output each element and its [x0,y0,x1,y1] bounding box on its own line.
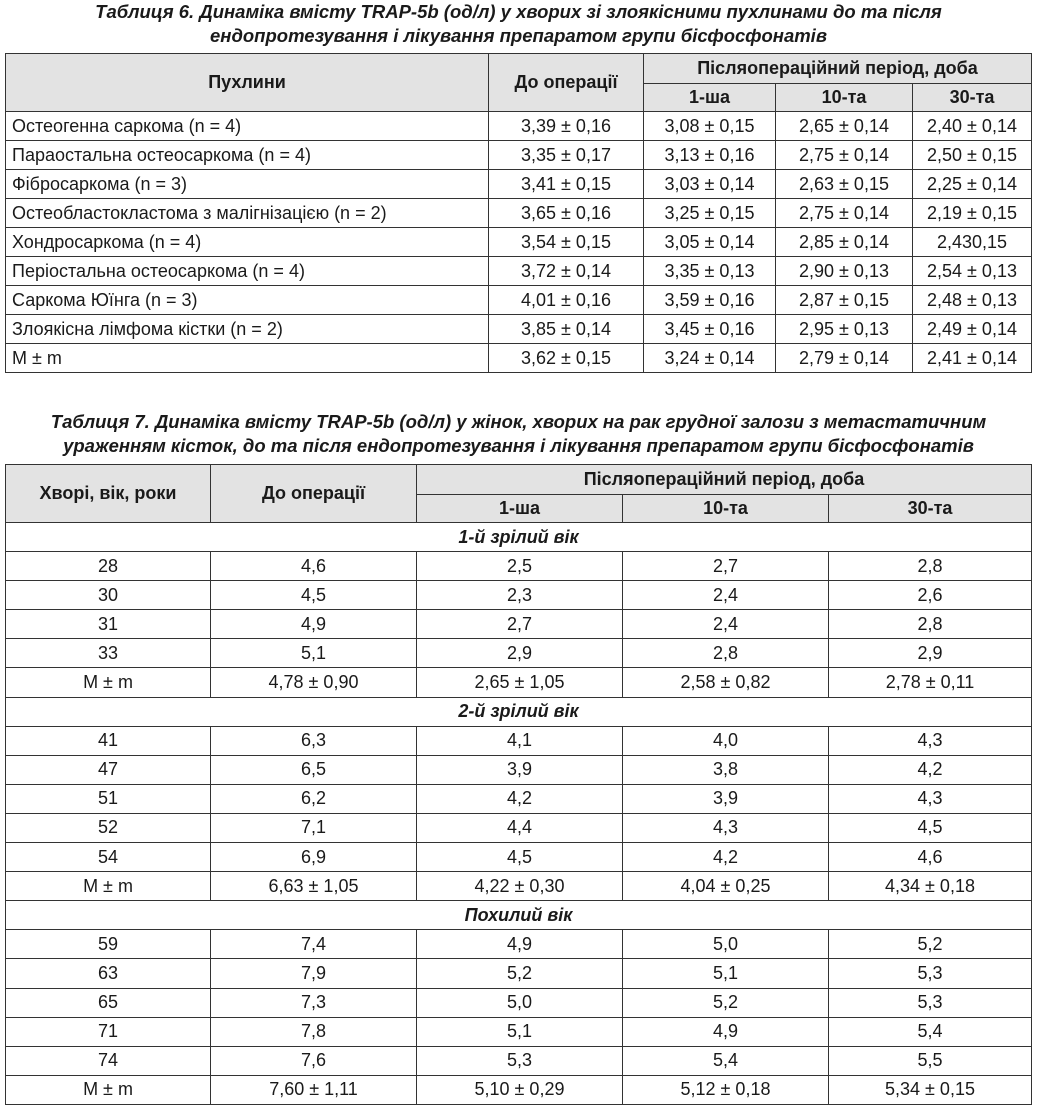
day-10-cell: 2,85 ± 0,14 [776,228,913,257]
tumor-name-cell: Параостальна остеосаркома (n = 4) [6,141,489,170]
day-10-cell: 5,12 ± 0,18 [623,1075,829,1104]
patient-age-cell: 52 [6,813,211,842]
header-before-surgery: До операції [489,54,644,112]
before-surgery-cell: 3,72 ± 0,14 [489,257,644,286]
day-1-cell: 3,08 ± 0,15 [644,112,776,141]
day-30-cell: 2,8 [829,610,1032,639]
header-postop-period: Післяопераційний період, доба [417,465,1032,495]
day-1-cell: 2,5 [417,552,623,581]
day-10-cell: 2,65 ± 0,14 [776,112,913,141]
day-1-cell: 3,25 ± 0,15 [644,199,776,228]
patient-age-cell: M ± m [6,668,211,697]
day-30-cell: 2,25 ± 0,14 [913,170,1032,199]
before-surgery-cell: 7,3 [211,988,417,1017]
header-tumors: Пухлини [6,54,489,112]
before-surgery-cell: 7,9 [211,959,417,988]
table6-caption-line2: ендопротезування і лікування препаратом групи бісфосфонатів [209,25,827,46]
table-row [6,988,1032,1017]
before-surgery-cell: 4,01 ± 0,16 [489,286,644,315]
day-1-cell: 5,10 ± 0,29 [417,1075,623,1104]
table7-caption-line1: Таблиця 7. Динаміка вмісту TRAP-5b (од/л) у жінок, хворих на рак грудної залози з метастатичним [50,411,987,432]
day-30-cell: 2,54 ± 0,13 [913,257,1032,286]
day-10-cell: 2,7 [623,552,829,581]
table-row [6,552,1032,581]
day-1-cell: 5,0 [417,988,623,1017]
day-30-cell: 2,48 ± 0,13 [913,286,1032,315]
table-row [6,581,1032,610]
day-30-cell: 2,40 ± 0,14 [913,112,1032,141]
day-10-cell: 4,2 [623,843,829,872]
table6-caption-line1: Таблиця 6. Динаміка вмісту TRAP-5b (од/л) у хворих зі злоякісними пухлинами до та після [95,1,942,22]
patient-age-cell: 28 [6,552,211,581]
table-row [6,930,1032,959]
day-1-cell: 3,45 ± 0,16 [644,315,776,344]
before-surgery-cell: 5,1 [211,639,417,668]
before-surgery-cell: 6,63 ± 1,05 [211,872,417,901]
before-surgery-cell: 7,4 [211,930,417,959]
before-surgery-cell: 4,9 [211,610,417,639]
day-10-cell: 3,9 [623,784,829,813]
patient-age-cell: 31 [6,610,211,639]
tumor-name-cell: M ± m [6,344,489,373]
day-10-cell: 2,8 [623,639,829,668]
day-1-cell: 3,9 [417,755,623,784]
before-surgery-cell: 7,1 [211,813,417,842]
day-30-cell: 4,2 [829,755,1032,784]
day-10-cell: 4,9 [623,1017,829,1046]
tumor-name-cell: Остеобластокластома з малігнізацією (n = 2) [6,199,489,228]
day-30-cell: 2,8 [829,552,1032,581]
before-surgery-cell: 6,3 [211,726,417,755]
day-10-cell: 4,0 [623,726,829,755]
table-row [6,1075,1032,1104]
before-surgery-cell: 3,39 ± 0,16 [489,112,644,141]
before-surgery-cell: 3,41 ± 0,15 [489,170,644,199]
group-title-cell: 2-й зрілий вік [6,697,1032,726]
table-row [6,1046,1032,1075]
table-row [6,170,1032,199]
header-day-1: 1-ша [644,84,776,112]
day-1-cell: 2,9 [417,639,623,668]
day-1-cell: 5,3 [417,1046,623,1075]
header-before-surgery: До операції [211,465,417,523]
before-surgery-cell: 7,8 [211,1017,417,1046]
group-row [6,901,1032,930]
header-day-10: 10-та [776,84,913,112]
before-surgery-cell: 4,5 [211,581,417,610]
table7 [5,464,1032,1105]
day-10-cell: 4,3 [623,813,829,842]
before-surgery-cell: 7,6 [211,1046,417,1075]
day-30-cell: 4,3 [829,726,1032,755]
patient-age-cell: 59 [6,930,211,959]
tumor-name-cell: Фібросаркома (n = 3) [6,170,489,199]
day-1-cell: 3,03 ± 0,14 [644,170,776,199]
patient-age-cell: 63 [6,959,211,988]
day-30-cell: 2,19 ± 0,15 [913,199,1032,228]
tumor-name-cell: Періостальна остеосаркома (n = 4) [6,257,489,286]
table6-body [6,112,1032,373]
day-10-cell: 2,95 ± 0,13 [776,315,913,344]
day-1-cell: 3,05 ± 0,14 [644,228,776,257]
day-30-cell: 4,34 ± 0,18 [829,872,1032,901]
table6 [5,53,1032,373]
day-1-cell: 4,1 [417,726,623,755]
table-row [6,610,1032,639]
before-surgery-cell: 3,65 ± 0,16 [489,199,644,228]
patient-age-cell: 47 [6,755,211,784]
header-patients-age: Хворі, вік, роки [6,465,211,523]
day-30-cell: 2,6 [829,581,1032,610]
table-row [6,112,1032,141]
day-30-cell: 2,49 ± 0,14 [913,315,1032,344]
day-1-cell: 2,7 [417,610,623,639]
header-postop-period: Післяопераційний період, доба [644,54,1032,84]
before-surgery-cell: 3,54 ± 0,15 [489,228,644,257]
before-surgery-cell: 6,5 [211,755,417,784]
day-10-cell: 2,75 ± 0,14 [776,141,913,170]
table-row [6,784,1032,813]
day-1-cell: 5,2 [417,959,623,988]
tumor-name-cell: Хондросаркома (n = 4) [6,228,489,257]
before-surgery-cell: 7,60 ± 1,11 [211,1075,417,1104]
day-1-cell: 5,1 [417,1017,623,1046]
table-row [6,843,1032,872]
group-row [6,697,1032,726]
header-day-30: 30-та [913,84,1032,112]
before-surgery-cell: 4,6 [211,552,417,581]
group-title-cell: 1-й зрілий вік [6,523,1032,552]
day-1-cell: 4,5 [417,843,623,872]
tumor-name-cell: Злоякісна лімфома кістки (n = 2) [6,315,489,344]
before-surgery-cell: 4,78 ± 0,90 [211,668,417,697]
patient-age-cell: 33 [6,639,211,668]
day-30-cell: 2,9 [829,639,1032,668]
table-row [6,315,1032,344]
day-1-cell: 3,59 ± 0,16 [644,286,776,315]
group-row [6,523,1032,552]
day-10-cell: 2,79 ± 0,14 [776,344,913,373]
before-surgery-cell: 3,35 ± 0,17 [489,141,644,170]
patient-age-cell: 54 [6,843,211,872]
day-30-cell: 2,41 ± 0,14 [913,344,1032,373]
day-1-cell: 4,2 [417,784,623,813]
day-10-cell: 2,58 ± 0,82 [623,668,829,697]
day-30-cell: 5,5 [829,1046,1032,1075]
day-10-cell: 2,90 ± 0,13 [776,257,913,286]
patient-age-cell: 51 [6,784,211,813]
patient-age-cell: 74 [6,1046,211,1075]
before-surgery-cell: 3,85 ± 0,14 [489,315,644,344]
day-1-cell: 4,22 ± 0,30 [417,872,623,901]
day-10-cell: 5,4 [623,1046,829,1075]
day-30-cell: 5,3 [829,959,1032,988]
patient-age-cell: M ± m [6,1075,211,1104]
table7-caption [0,410,1037,458]
day-10-cell: 3,8 [623,755,829,784]
table-row [6,726,1032,755]
day-1-cell: 2,65 ± 1,05 [417,668,623,697]
day-1-cell: 4,4 [417,813,623,842]
header-day-1: 1-ша [417,495,623,523]
table7-caption-line2: ураженням кісток, до та після ендопротезування і лікування препаратом групи бісфосфонатів [63,435,974,456]
day-30-cell: 5,34 ± 0,15 [829,1075,1032,1104]
table-row [6,1017,1032,1046]
day-1-cell: 4,9 [417,930,623,959]
day-30-cell: 4,6 [829,843,1032,872]
table-row [6,199,1032,228]
table-row [6,959,1032,988]
day-1-cell: 3,35 ± 0,13 [644,257,776,286]
day-30-cell: 5,4 [829,1017,1032,1046]
day-10-cell: 4,04 ± 0,25 [623,872,829,901]
patient-age-cell: 71 [6,1017,211,1046]
table-row [6,228,1032,257]
before-surgery-cell: 3,62 ± 0,15 [489,344,644,373]
table-row [6,344,1032,373]
table7-body [6,523,1032,1105]
header-day-30: 30-та [829,495,1032,523]
patient-age-cell: 65 [6,988,211,1017]
header-day-10: 10-та [623,495,829,523]
table-row [6,755,1032,784]
table6-caption [0,0,1037,48]
day-10-cell: 5,0 [623,930,829,959]
before-surgery-cell: 6,2 [211,784,417,813]
table-row [6,639,1032,668]
patient-age-cell: M ± m [6,872,211,901]
day-30-cell: 4,3 [829,784,1032,813]
table-row [6,872,1032,901]
day-30-cell: 2,50 ± 0,15 [913,141,1032,170]
table-row [6,813,1032,842]
day-30-cell: 2,430,15 [913,228,1032,257]
day-10-cell: 5,1 [623,959,829,988]
table-row [6,668,1032,697]
day-10-cell: 5,2 [623,988,829,1017]
patient-age-cell: 41 [6,726,211,755]
table-row [6,286,1032,315]
day-30-cell: 4,5 [829,813,1032,842]
group-title-cell: Похилий вік [6,901,1032,930]
patient-age-cell: 30 [6,581,211,610]
day-10-cell: 2,4 [623,610,829,639]
day-10-cell: 2,4 [623,581,829,610]
day-1-cell: 3,24 ± 0,14 [644,344,776,373]
day-10-cell: 2,63 ± 0,15 [776,170,913,199]
day-30-cell: 5,2 [829,930,1032,959]
table-row [6,141,1032,170]
day-10-cell: 2,87 ± 0,15 [776,286,913,315]
before-surgery-cell: 6,9 [211,843,417,872]
table-row [6,257,1032,286]
tumor-name-cell: Остеогенна саркома (n = 4) [6,112,489,141]
tumor-name-cell: Саркома Юїнга (n = 3) [6,286,489,315]
day-30-cell: 5,3 [829,988,1032,1017]
day-1-cell: 2,3 [417,581,623,610]
day-1-cell: 3,13 ± 0,16 [644,141,776,170]
day-10-cell: 2,75 ± 0,14 [776,199,913,228]
day-30-cell: 2,78 ± 0,11 [829,668,1032,697]
